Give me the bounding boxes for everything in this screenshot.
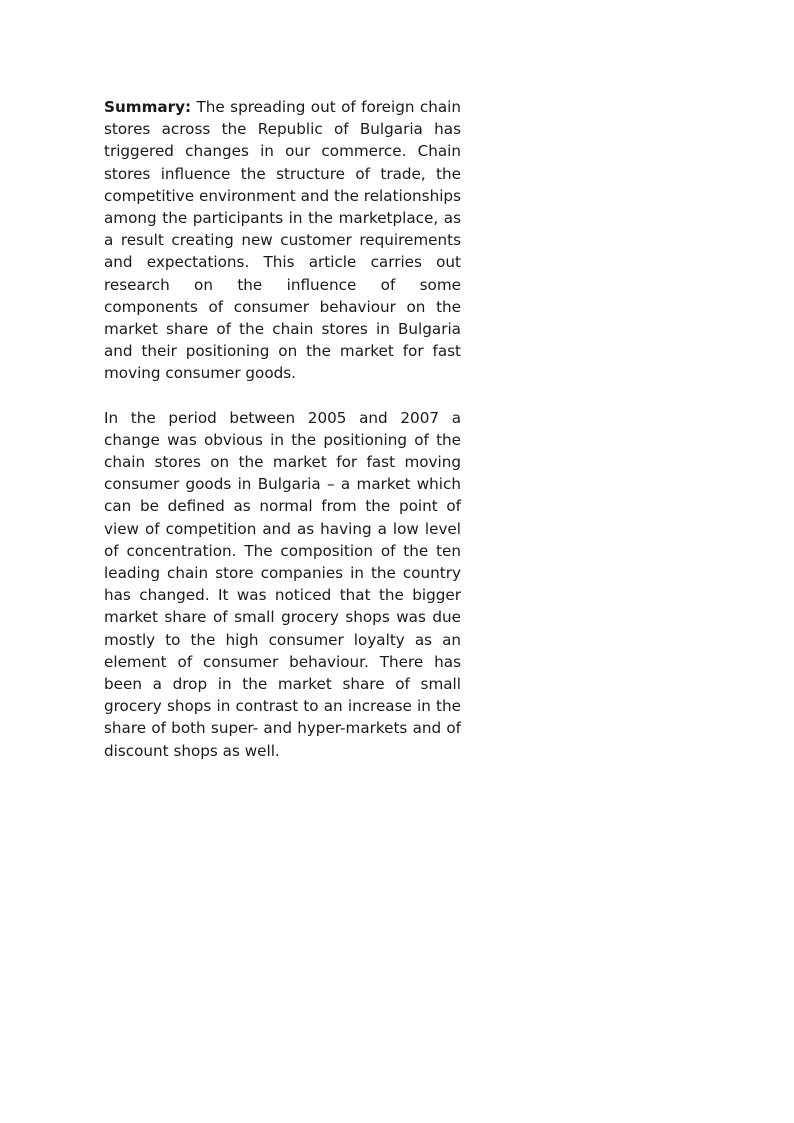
body-paragraph: In the period between 2005 and 2007 a change was obvious in the positioning of the chain stores on the market for fast moving consumer goods in Bulgaria – a market which can be defined as normal from the point of view of competition and as having a low level of concentration. The composition of the ten leading chain store companies in the country has changed. It was noticed that the bigger market share of small grocery shops was due mostly to the high consumer loyalty as an element of consumer behaviour. There has been a drop in the market share of small grocery shops in contrast to an increase in the share of both super- and hyper-markets and of discount shops as well.	[104, 408, 461, 760]
summary-paragraph	[104, 96, 461, 385]
text-column	[104, 96, 461, 762]
summary-label: Summary:	[104, 98, 192, 116]
summary-text: The spreading out of foreign chain stores across the Republic of Bulgaria has triggered changes in our commerce. Chain stores influence the structure of trade, the competitive environment and the relationships among the participants in the marketplace, as a result creating new customer requirements and expectations. This article carries out research on the influence of some components of consumer behaviour on the market share of the chain stores in Bulgaria and their positioning on the market for fast moving consumer goods.	[104, 98, 461, 383]
